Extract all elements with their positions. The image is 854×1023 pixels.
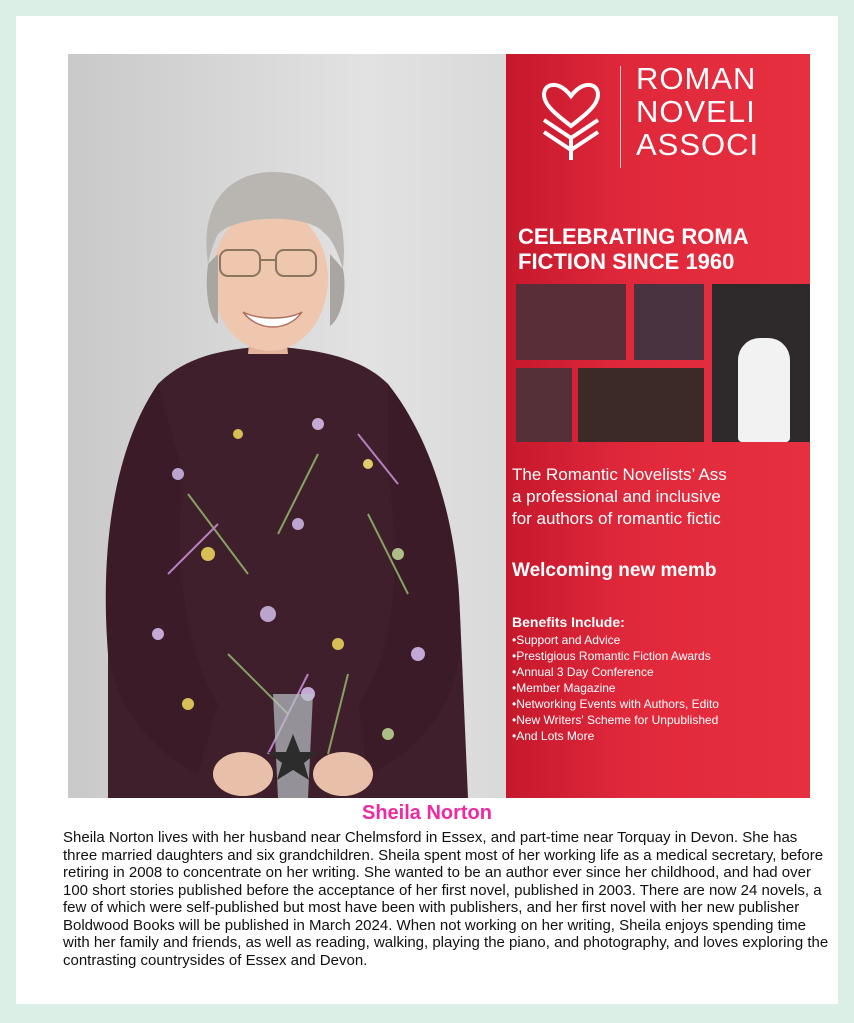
rna-banner bbox=[506, 54, 810, 798]
logo-divider bbox=[620, 66, 621, 168]
gallery-photo bbox=[516, 284, 626, 360]
banner-headline: CELEBRATING ROMA FICTION SINCE 1960 bbox=[518, 224, 749, 274]
benefit-item: • Prestigious Romantic Fiction Awards bbox=[512, 648, 719, 664]
banner-welcome: Welcoming new memb bbox=[512, 560, 717, 581]
gallery-photo bbox=[578, 368, 704, 442]
gallery-figure bbox=[738, 338, 790, 442]
benefits-title: Benefits Include: bbox=[512, 614, 625, 630]
rna-logo-text: ROMAN NOVELI ASSOCI bbox=[636, 61, 760, 162]
gallery-photo bbox=[516, 368, 572, 442]
banner-photo-gallery bbox=[516, 284, 810, 444]
benefit-item: • Networking Events with Authors, Edito bbox=[512, 696, 719, 712]
benefits-list bbox=[512, 632, 719, 744]
author-name: Sheila Norton bbox=[361, 802, 492, 824]
author-figure bbox=[68, 54, 508, 798]
benefit-item: • Annual 3 Day Conference bbox=[512, 664, 719, 680]
benefit-item: • New Writers' Scheme for Unpublished bbox=[512, 712, 719, 728]
author-photo bbox=[68, 54, 810, 798]
gallery-photo bbox=[634, 284, 704, 360]
benefit-item: • And Lots More bbox=[512, 728, 719, 744]
benefit-item: • Support and Advice bbox=[512, 632, 719, 648]
benefit-item: • Member Magazine bbox=[512, 680, 719, 696]
banner-blurb: The Romantic Novelists’ Ass a professional and inclusive for authors of romantic fictic bbox=[512, 465, 727, 528]
profile-card bbox=[16, 16, 838, 1004]
heart-book-logo-icon bbox=[536, 70, 606, 160]
author-bio: Sheila Norton lives with her husband near Chelmsford in Essex, and part-time near Torquay in Devon. She has three married daughters and six grandchildren. Sheila spent most of her working life as a medical secretary, before retiring in 2008 to concentrate on her writing. She wanted to be an author ever since her childhood, and had over 100 short stories published before the acceptance of her first novel, published in 2003. There are now 24 novels, a few of which were self-published but most have been with publishers, and her first novel with her new publisher Boldwood Books will be published in March 2024. When not working on her writing, Sheila enjoys spending time with her family and friends, as well as reading, walking, playing the piano, and photography, and loves exploring the contrasting countrysides of Essex and Devon. bbox=[63, 829, 829, 969]
